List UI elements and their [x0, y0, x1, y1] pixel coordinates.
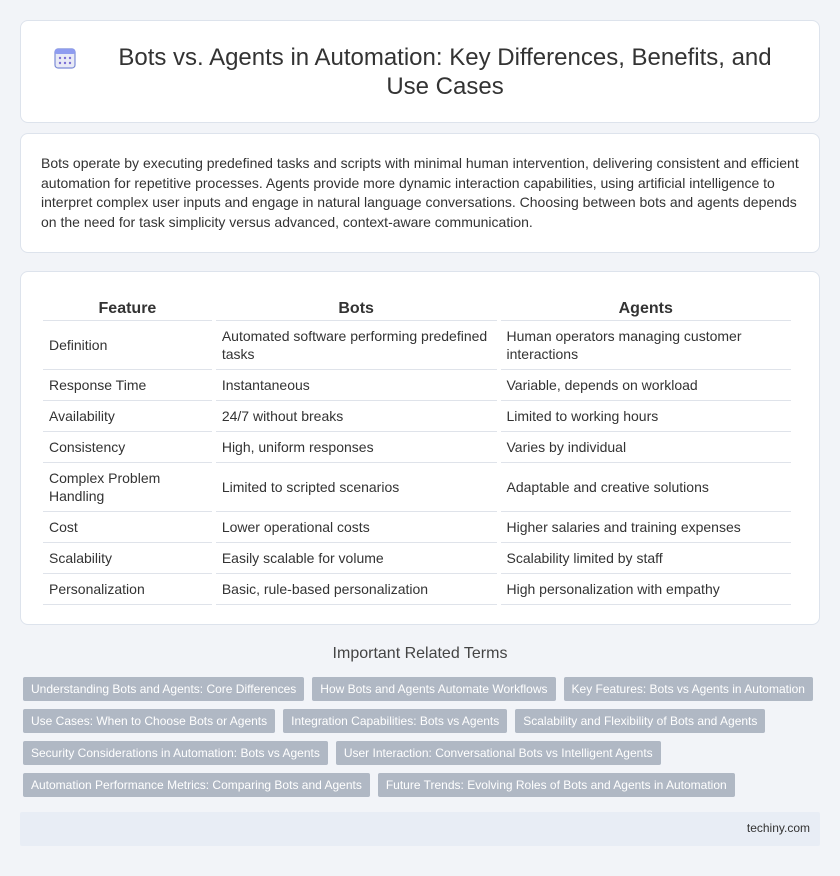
title-card	[20, 20, 820, 123]
table-row	[43, 574, 791, 605]
related-term-link[interactable]: User Interaction: Conversational Bots vs Intelligent Agents	[336, 741, 661, 765]
cell-agents: Limited to working hours	[501, 401, 792, 432]
cell-bots: Limited to scripted scenarios	[216, 463, 497, 512]
cell-agents: Adaptable and creative solutions	[501, 463, 792, 512]
intro-paragraph: Bots operate by executing predefined tasks and scripts with minimal human intervention, delivering consistent and efficient automation for repetitive processes. Agents provide more dynamic interaction capabilities, using artificial intelligence to interpret complex user inputs and engage in natural language conversations. Choosing between bots and agents depends on the need for task simplicity versus advanced, context-aware communication.	[41, 155, 799, 230]
cell-bots: Lower operational costs	[216, 512, 497, 543]
related-term-link[interactable]: Use Cases: When to Choose Bots or Agents	[23, 709, 275, 733]
footer	[20, 812, 820, 846]
related-terms-list	[23, 677, 823, 805]
cell-bots: Basic, rule-based personalization	[216, 574, 497, 605]
cell-agents: Varies by individual	[501, 432, 792, 463]
table-row	[43, 321, 791, 370]
header-bots: Bots	[216, 294, 497, 321]
cell-bots: High, uniform responses	[216, 432, 497, 463]
cell-bots: Instantaneous	[216, 370, 497, 401]
page-title: Bots vs. Agents in Automation: Key Differences, Benefits, and Use Cases	[118, 44, 772, 100]
cell-agents: Scalability limited by staff	[501, 543, 792, 574]
related-terms-heading: Important Related Terms	[332, 645, 508, 662]
table-row	[43, 463, 791, 512]
cell-agents: Higher salaries and training expenses	[501, 512, 792, 543]
cell-feature: Availability	[43, 401, 212, 432]
intro-card	[20, 133, 820, 253]
cell-feature: Cost	[43, 512, 212, 543]
cell-agents: Human operators managing customer interactions	[501, 321, 792, 370]
related-term-link[interactable]: Future Trends: Evolving Roles of Bots and Agents in Automation	[378, 773, 735, 797]
cell-feature: Scalability	[43, 543, 212, 574]
related-term-link[interactable]: Integration Capabilities: Bots vs Agents	[283, 709, 507, 733]
table-row	[43, 543, 791, 574]
related-term-link[interactable]: Scalability and Flexibility of Bots and Agents	[515, 709, 765, 733]
cell-feature: Complex Problem Handling	[43, 463, 212, 512]
related-term-link[interactable]: Key Features: Bots vs Agents in Automation	[564, 677, 813, 701]
cell-bots: Automated software performing predefined tasks	[216, 321, 497, 370]
cell-feature: Definition	[43, 321, 212, 370]
cell-feature: Consistency	[43, 432, 212, 463]
cell-feature: Personalization	[43, 574, 212, 605]
related-term-link[interactable]: Understanding Bots and Agents: Core Differences	[23, 677, 304, 701]
cell-agents: High personalization with empathy	[501, 574, 792, 605]
comparison-card	[20, 271, 820, 625]
footer-site[interactable]: techiny.com	[746, 821, 810, 835]
table-row	[43, 370, 791, 401]
related-term-link[interactable]: How Bots and Agents Automate Workflows	[312, 677, 555, 701]
header-agents: Agents	[501, 294, 792, 321]
related-term-link[interactable]: Automation Performance Metrics: Comparing Bots and Agents	[23, 773, 370, 797]
table-header-row	[43, 294, 791, 321]
table-row	[43, 401, 791, 432]
cell-agents: Variable, depends on workload	[501, 370, 792, 401]
table-row	[43, 432, 791, 463]
related-term-link[interactable]: Security Considerations in Automation: Bots vs Agents	[23, 741, 328, 765]
cell-bots: 24/7 without breaks	[216, 401, 497, 432]
header-feature: Feature	[43, 294, 212, 321]
comparison-table	[39, 294, 795, 605]
cell-bots: Easily scalable for volume	[216, 543, 497, 574]
table-row	[43, 512, 791, 543]
cell-feature: Response Time	[43, 370, 212, 401]
